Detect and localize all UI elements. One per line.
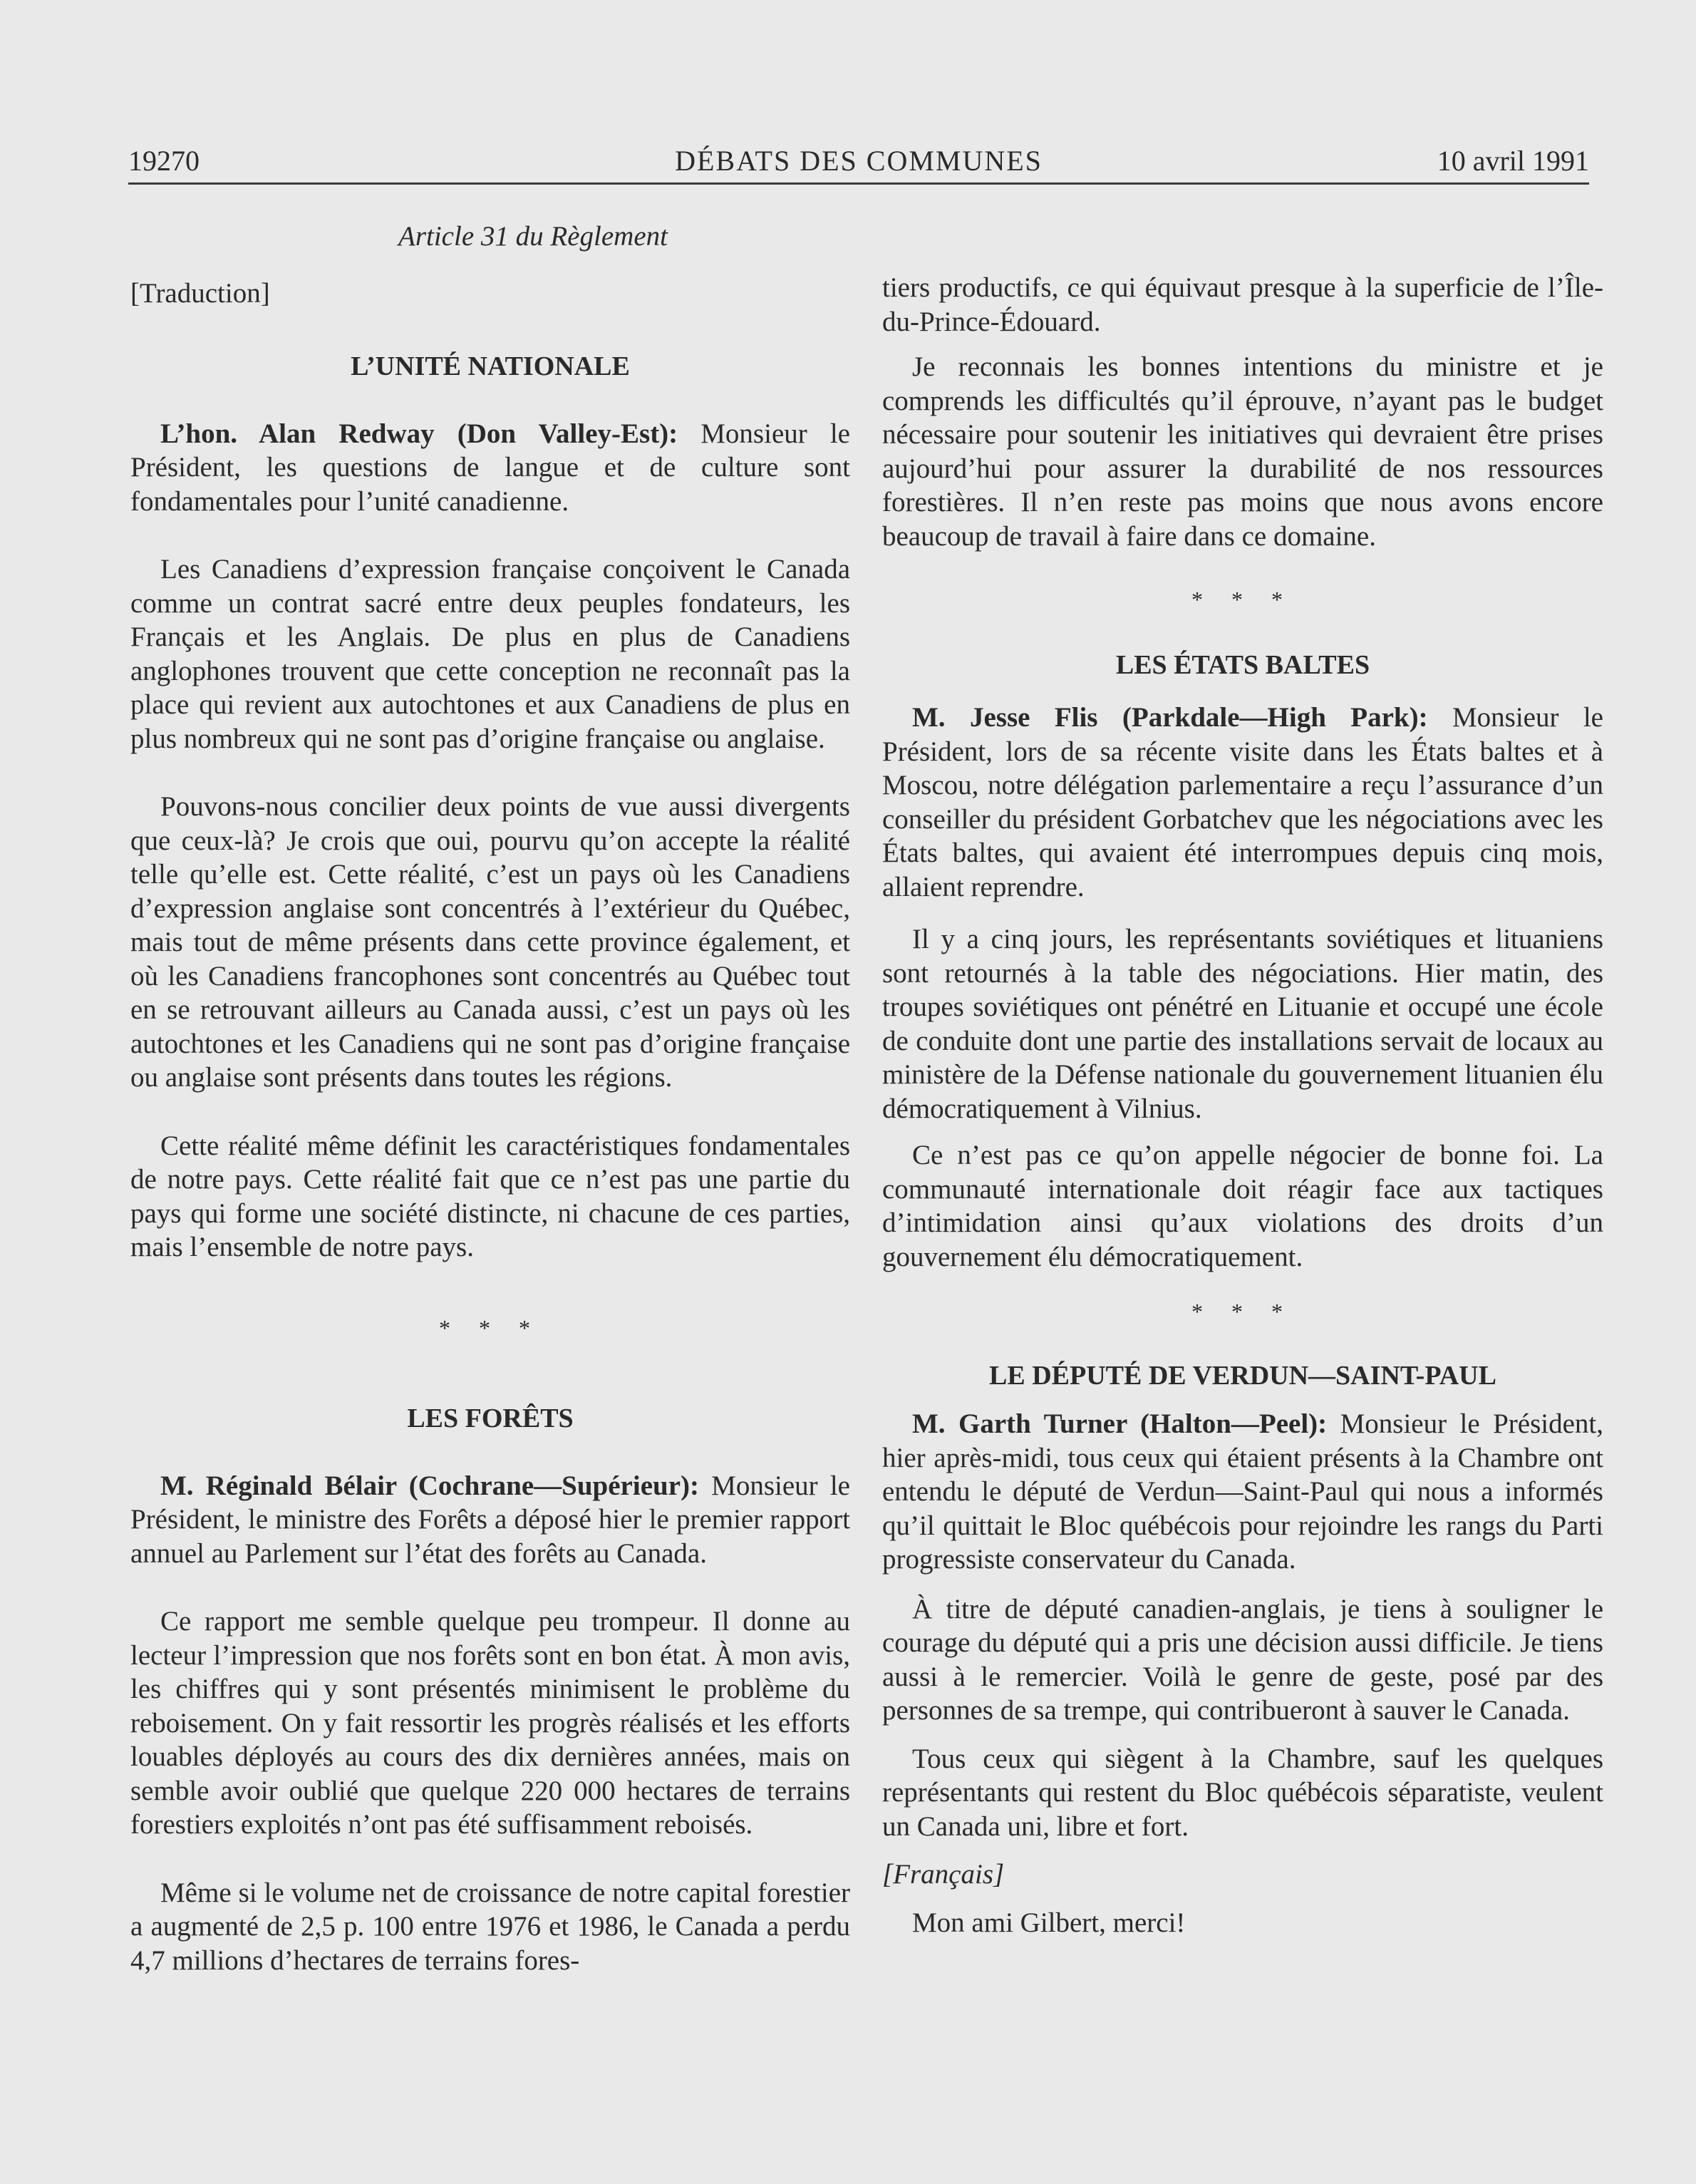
forests-paragraph-1-text: Monsieur le Président, le ministre des Forêts a déposé hier le premier rapport annuel au Parlement sur l’état des forêts au Canada.	[130, 1470, 850, 1569]
verdun-paragraph-1	[882, 1407, 1603, 1577]
baltic-heading: LES ÉTATS BALTES	[1115, 649, 1370, 680]
verdun-speaker: M. Garth Turner (Halton—Peel):	[912, 1408, 1328, 1439]
verdun-paragraph-1-text: Monsieur le Président, hier après-midi, tous ceux qui étaient présents à la Chambre ont entendu le député de Verdun—Saint-Paul qui nous a informés qu’il quittait le Bloc québécois pour rejoindre les rangs du Parti progressiste conservateur du Canada.	[882, 1408, 1603, 1575]
right-column	[882, 271, 1603, 1940]
verdun-paragraph-4: Mon ami Gilbert, merci!	[912, 1907, 1186, 1938]
unity-paragraph-1-text: Monsieur le Président, les questions de langue et de culture sont fondamentales pour l’unité canadienne.	[130, 418, 850, 517]
baltic-paragraph-2: Il y a cinq jours, les représentants soviétiques et lituaniens sont retournés à la table des négociations. Hier matin, des troupes soviétiques ont pénétré en Lituanie et occupé une école de conduite dont une partie des installations servait de locaux au ministère de la Défense nationale du gouvernement lituanien élu démocratiquement à Vilnius.	[882, 924, 1603, 1124]
forests-paragraph-1	[130, 1469, 850, 1571]
unity-paragraph-4: Cette réalité même définit les caractéristiques fondamentales de notre pays. Cette réalité fait que ce n’est pas une partie du pays qui forme une société distincte, ni chacune de ces parties, mais l’ensemble de notre pays.	[130, 1130, 850, 1262]
verdun-heading: LE DÉPUTÉ DE VERDUN—SAINT-PAUL	[989, 1360, 1496, 1391]
language-note: [Français]	[882, 1859, 1005, 1890]
translation-note: [Traduction]	[130, 277, 270, 309]
page-number: 19270	[128, 145, 200, 177]
section-separator: * * *	[1191, 1299, 1294, 1324]
section-separator: * * *	[439, 1314, 542, 1341]
left-column	[130, 214, 850, 1977]
section-separator: * * *	[1191, 587, 1294, 612]
unity-heading: L’UNITÉ NATIONALE	[351, 351, 630, 381]
verdun-paragraph-2: À titre de député canadien-anglais, je tiens à souligner le courage du député qui a pris une décision aussi difficile. Je tiens aussi à le remercier. Voilà le genre de geste, posé par des personnes de sa trempe, qui contribueront à sauver le Canada.	[882, 1593, 1603, 1726]
baltic-paragraph-1	[882, 701, 1603, 904]
verdun-paragraph-3: Tous ceux qui siègent à la Chambre, sauf les quelques représentants qui restent du Bloc québécois séparatiste, veulent un Canada uni, libre et fort.	[882, 1743, 1603, 1842]
forests-speaker: M. Réginald Bélair (Cochrane—Supérieur):	[160, 1470, 699, 1501]
forests-continued-paragraph-2: Je reconnais les bonnes intentions du ministre et je comprends les difficultés qu’il éprouve, n’ayant pas le budget nécessaire pour soutenir les initiatives qui devraient être prises aujourd’hui pour assurer la durabilité de nos ressources forestières. Il n’en reste pas moins que nous avons encore beaucoup de travail à faire dans ce domaine.	[882, 351, 1603, 552]
baltic-paragraph-3: Ce n’est pas ce qu’on appelle négocier de bonne foi. La communauté internationale doit réagir face aux tactiques d’intimidation ainsi qu’aux violations des droits d’un gouvernement élu démocratiquement.	[882, 1140, 1603, 1272]
section-title: Article 31 du Règlement	[398, 221, 668, 252]
header-date: 10 avril 1991	[1437, 145, 1589, 177]
running-header	[128, 140, 1589, 185]
unity-speaker: L’hon. Alan Redway (Don Valley-Est):	[160, 418, 678, 449]
baltic-speaker: M. Jesse Flis (Parkdale—High Park):	[912, 702, 1428, 733]
baltic-paragraph-1-text: Monsieur le Président, lors de sa récente visite dans les États baltes et à Moscou, notre délégation parlementaire a reçu l’assurance d’un conseiller du président Gorbatchev que les négociations avec les États baltes, qui avaient été interrompues depuis cinq mois, allaient reprendre.	[882, 702, 1603, 902]
publication-title: DÉBATS DES COMMUNES	[675, 145, 1043, 177]
unity-paragraph-3: Pouvons-nous concilier deux points de vue aussi divergents que ceux-là? Je crois que oui, pourvu qu’on accepte la réalité telle qu’elle est. Cette réalité, c’est un pays où les Canadiens d’expression anglaise sont concentrés à l’extérieur du Québec, mais tout de même présents dans cette province également, et où les Canadiens francophones sont concentrés au Québec tout en se retrouvant ailleurs au Canada aussi, c’est un pays où les autochtones et les Canadiens qui ne sont pas d’origine française ou anglaise sont présents dans toutes les régions.	[130, 791, 850, 1093]
forests-continued-paragraph-1: tiers productifs, ce qui équivaut presque à la superficie de l’Île-du-Prince-Édouard.	[882, 272, 1603, 337]
unity-paragraph-1	[130, 417, 850, 519]
forests-heading: LES FORÊTS	[407, 1403, 574, 1433]
forests-paragraph-3: Même si le volume net de croissance de notre capital forestier a augmenté de 2,5 p. 100 entre 1976 et 1986, le Canada a perdu 4,7 millions d’hectares de terrains fores-	[130, 1877, 850, 1976]
unity-paragraph-2: Les Canadiens d’expression française conçoivent le Canada comme un contrat sacré entre deux peuples fondateurs, les Français et les Anglais. De plus en plus de Canadiens anglophones trouvent que cette conception ne reconnaît pas la place qui revient aux autochtones et aux Canadiens de plus en plus nombreux qui ne sont pas d’origine française ou anglaise.	[130, 554, 850, 754]
forests-paragraph-2: Ce rapport me semble quelque peu trompeur. Il donne au lecteur l’impression que nos forêts sont en bon état. À mon avis, les chiffres qui y sont présentés minimisent le problème du reboisement. On y fait ressortir les progrès réalisés et les efforts louables déployés au cours des dix dernières années, mais on semble avoir oublié que quelque 220 000 hectares de terrains forestiers exploités n’ont pas été suffisamment reboisés.	[130, 1606, 850, 1840]
